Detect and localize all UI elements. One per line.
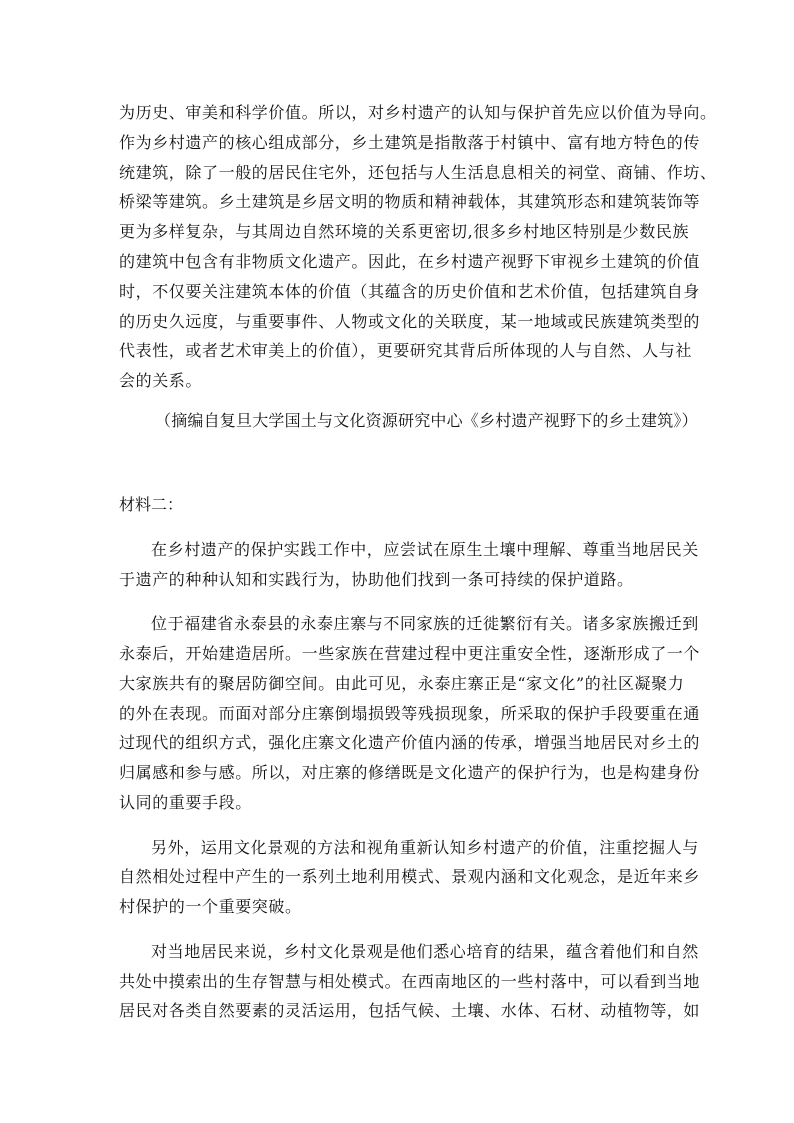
paragraph-line: 代表性，或者艺术审美上的价值），更要研究其背后所体现的人与自然、人与社 — [119, 341, 693, 360]
paragraph-line: 统建筑，除了一般的居民住宅外，还包括与人生活息息相关的祠堂、商铺、作坊、 — [119, 163, 717, 182]
source-citation: （摘编自复旦大学国土与文化资源研究中心《乡村遗产视野下的乡土建筑》） — [155, 411, 698, 430]
paragraph-line: 的外在表现。而面对部分庄寨倒塌损毁等残损现象，所采取的保护手段要重在通 — [119, 704, 701, 723]
paragraph-line: 的建筑中包含有非物质文化遗产。因此，在乡村遗产视野下审视乡土建筑的价值 — [119, 252, 701, 271]
paragraph-line: 会的关系。 — [119, 371, 203, 390]
paragraph-line: 位于福建省永泰县的永泰庄寨与不同家族的迁徙繁衍有关。诸多家族搬迁到 — [151, 614, 699, 633]
paragraph-line: 自然相处过程中产生的一系列土地利用模式、景观内涵和文化观念，是近年来乡 — [119, 867, 701, 886]
paragraph-line: 作为乡村遗产的核心组成部分，乡土建筑是指散落于村镇中、富有地方特色的传 — [119, 133, 701, 152]
paragraph-line: 对当地居民来说，乡村文化景观是他们悉心培育的结果，蕴含着他们和自然 — [151, 942, 699, 961]
paragraph-line: 认同的重要手段。 — [119, 793, 252, 812]
paragraph-line: 为历史、审美和科学价值。所以，对乡村遗产的认知与保护首先应以价值为导向。 — [119, 103, 717, 122]
paragraph-line: 另外，运用文化景观的方法和视角重新认知乡村遗产的价值，注重挖掘人与 — [151, 838, 699, 857]
section-heading: 材料二： — [119, 495, 184, 514]
paragraph-line: 在乡村遗产的保护实践工作中，应尝试在原生土壤中理解、尊重当地居民关 — [151, 540, 699, 559]
paragraph-line: 大家族共有的聚居防御空间。由此可见，永泰庄寨正是“家文化”的社区凝聚力 — [119, 674, 685, 693]
paragraph-line: 村保护的一个重要突破。 — [119, 897, 302, 916]
paragraph-line: 永泰后，开始建造居所。一些家族在营建过程中更注重安全性，逐渐形成了一个 — [119, 644, 701, 663]
paragraph-line: 归属感和参与感。所以，对庄寨的修缮既是文化遗产的保护行为，也是构建身份 — [119, 763, 701, 782]
paragraph-line: 的历史久远度，与重要事件、人物或文化的关联度，某一地域或民族建筑类型的 — [119, 312, 701, 331]
paragraph-line: 更为多样复杂，与其周边自然环境的关系更密切,很多乡村地区特别是少数民族 — [119, 222, 690, 241]
paragraph-line: 共处中摸索出的生存智慧与相处模式。在西南地区的一些村落中，可以看到当地 — [119, 972, 701, 991]
paragraph-line: 桥梁等建筑。乡土建筑是乡居文明的物质和精神载体，其建筑形态和建筑装饰等 — [119, 192, 701, 211]
paragraph-line: 居民对各类自然要素的灵活运用，包括气候、土壤、水体、石材、动植物等，如 — [119, 1001, 701, 1020]
paragraph-line: 时，不仅要关注建筑本体的价值（其蕴含的历史价值和艺术价值，包括建筑自身 — [119, 282, 701, 301]
paragraph-line: 于遗产的种种认知和实践行为，协助他们找到一条可持续的保护道路。 — [119, 570, 634, 589]
paragraph-line: 过现代的组织方式，强化庄寨文化遗产价值内涵的传承，增强当地居民对乡土的 — [119, 733, 701, 752]
